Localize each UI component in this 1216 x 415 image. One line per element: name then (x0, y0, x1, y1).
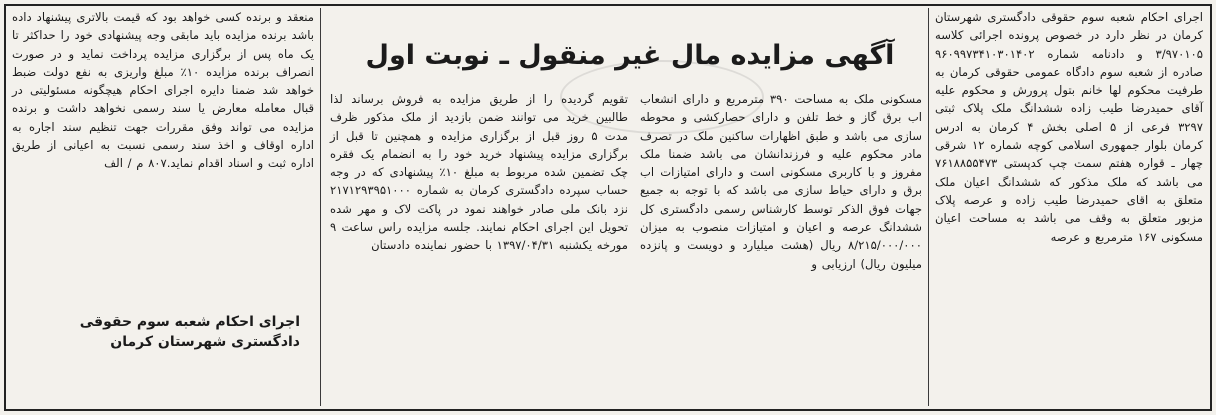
signature-line: دادگستری شهرستان کرمان (110, 334, 300, 350)
paragraph: منعقد و برنده کسی خواهد بود که قیمت بالاتری پیشنهاد داده باشد برنده مزایده باید مابقی وجه پیشنهادی خود را حداکثر تا یک ماه پس از برگزاری مزایده پرداخت نماید و در صورت انصراف برنده مزایده ۱۰٪ مبلغ واریزی به نفع دولت ضبط خواهد شد ضمنا دایره اجرای احکام هیچگونه مسئولیتی در قبال معامله معارض یا سند رسمی نخواهد داشت و برنده مزایده می تواند وفق مقررات جهت تنظیم سند اجاره به اداره اوقاف و اخذ سند رسمی نسبت به اعیانی از طریق اداره ثبت و اسناد اقدام نماید.۸۰۷ م / الف (12, 10, 315, 171)
paragraph: مسکونی ملک به مساحت ۳۹۰ مترمربع و دارای انشعاب اب برق گاز و خط تلفن و دارای حصارکشی و محوطه سازی می باشد و طبق اظهارات ساکنین ملک در تصرف مادر محکوم علیه و فرزندانشان می باشد ضمنا ملک مفروز و با کاربری مسکونی است و دارای امتیازات اب برق و دارای حیاط سازی می باشد که با توجه به جمیع جهات فوق الذکر توسط کارشناس رسمی دادگستری کل ششدانگ عرصه و اعیان و امتیازات منصوب به میزان ۸/۲۱۵/۰۰۰/۰۰۰ ریال (هشت میلیارد و دویست و پانزده میلیون ریال) ارزیابی و (640, 92, 922, 271)
paragraph: اجرای احکام شعبه سوم حقوقی دادگستری شهرستان کرمان در نظر دارد در خصوص پرونده اجرائی کلاسه ۳/۹۷۰۱۰۵ و دادنامه شماره ۹۶۰۹۹۷۳۴۱۰۳۰۱۴۰۲ صادره از شعبه سوم دادگاه عمومی حقوقی کرمان به طرفیت محکوم لها خانم بتول پرورش و محکوم علیه آقای حمیدرضا طیب زاده ششدانگ ملک پلاک ثبتی ۳۲۹۷ فرعی از ۵ اصلی بخش ۴ کرمان به ادرس کرمان بلوار جمهوری اسلامی کوچه شماره ۱۲ شرقی چهار ـ قواره هفتم سمت چپ کدپستی ۷۶۱۸۸۵۵۴۷۳ می باشد که ملک مذکور که ششدانگ اعیان ملک متعلق به اقای حمیدرضا طیب زاده و عرصه پلاک مزبور متعلق به وقف می باشد به مساحت اعیان مسکونی ۱۶۷ مترمربع و عرصه (935, 10, 1203, 244)
column-divider (928, 8, 929, 406)
column-divider (320, 8, 321, 406)
notice-title: آگهی مزایده مال غیر منقول ـ نوبت اول (365, 40, 895, 71)
signature-line: اجرای احکام شعبه سوم حقوقی (79, 314, 300, 330)
text-column-left (12, 8, 314, 173)
text-column-middle-left (330, 90, 628, 255)
text-column-right (935, 8, 1203, 246)
paragraph: تقویم گردیده را از طریق مزایده به فروش برساند لذا طالبین خرید می توانند ضمن بازدید از ملک مذکور ظرف مدت ۵ روز قبل از برگزاری مزایده و همچنین تا قبل از برگزاری مزایده پیشنهاد خرید خود را به انضمام یک فقره چک تضمین شده مربوط به مبلغ ۱۰٪ پیشنهادی که در وجه حساب سپرده دادگستری کرمان به شماره ۲۱۷۱۲۹۳۹۵۱۰۰۰ نزد بانک ملی صادر خواهند نمود در پاکت لاک و مهر شده تحویل این اجرای احکام نمایند. جلسه مزایده راس ساعت ۹ مورخه یکشنبه ۱۳۹۷/۰۴/۳۱ با حضور نماینده دادستان (330, 92, 629, 253)
text-column-middle-right (640, 90, 922, 273)
signature-block (60, 312, 300, 352)
